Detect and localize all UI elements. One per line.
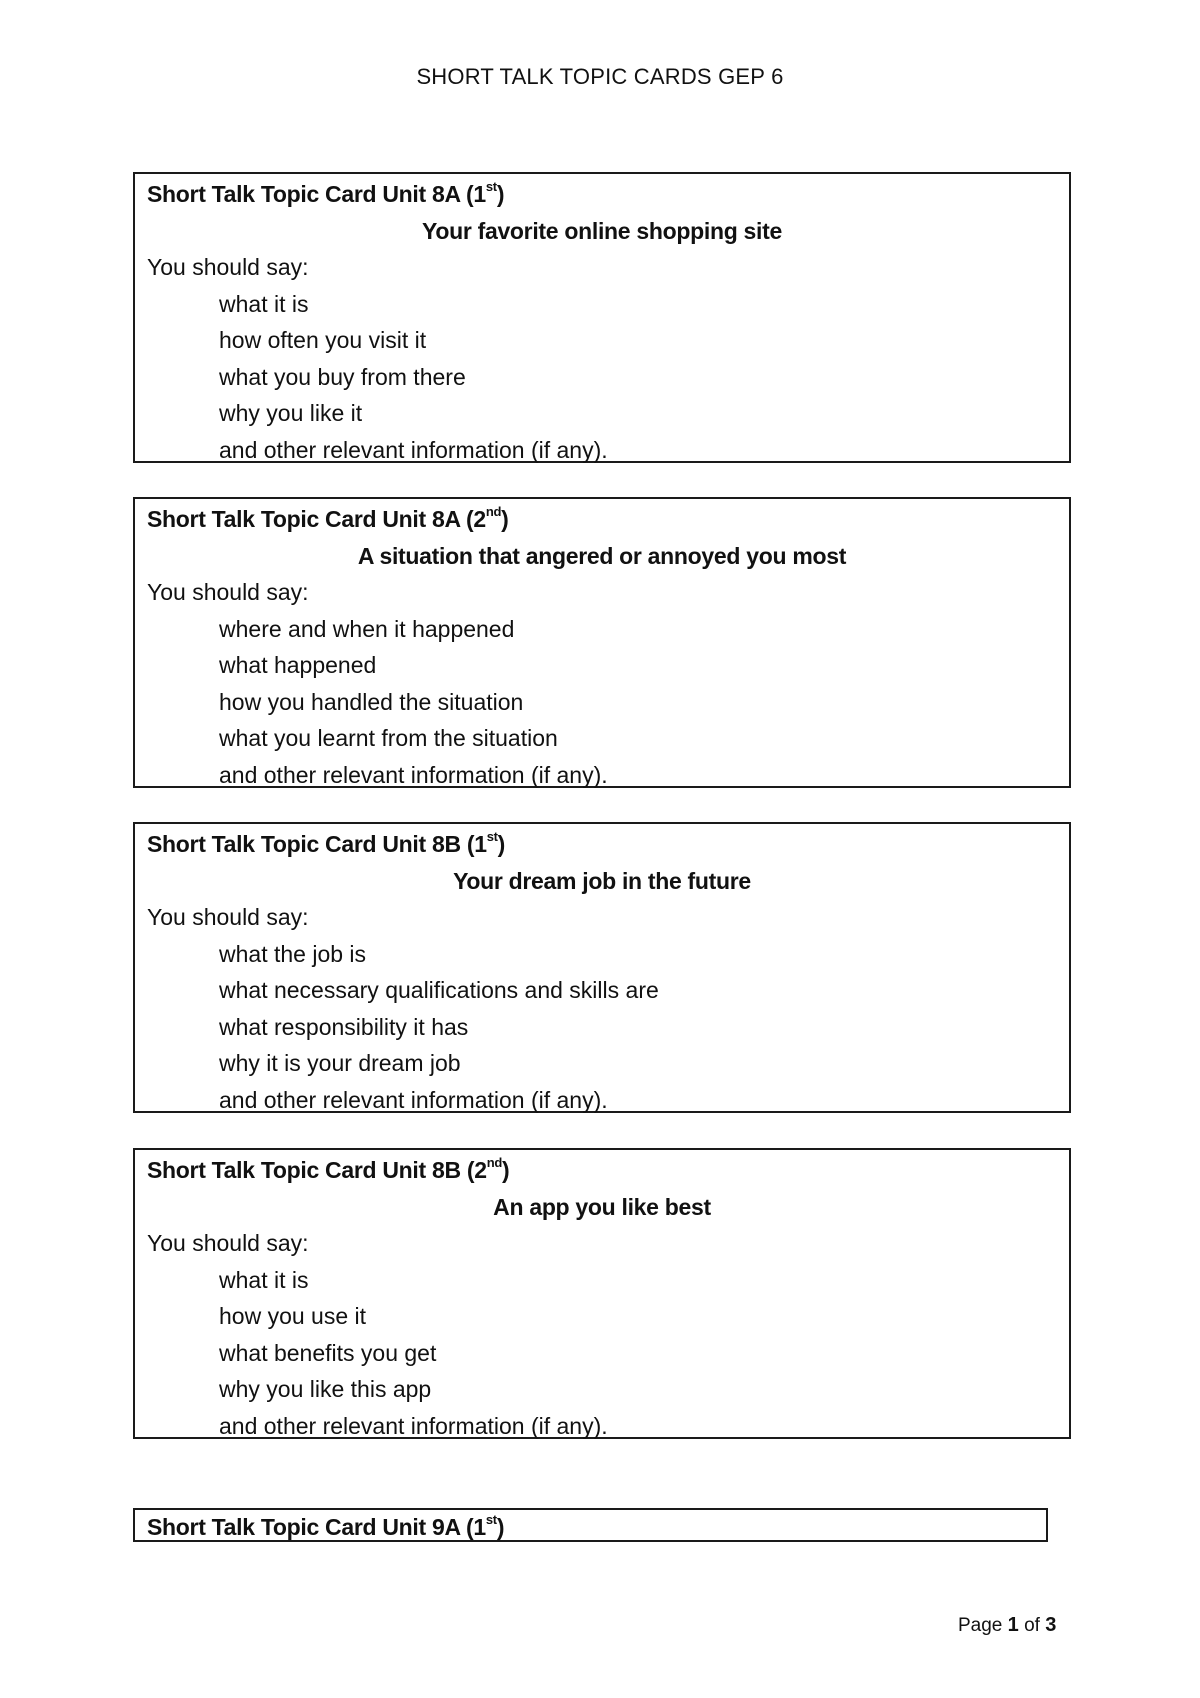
card-heading: Short Talk Topic Card Unit 9A (1st) xyxy=(147,1512,505,1540)
document-title: SHORT TALK TOPIC CARDS GEP 6 xyxy=(416,64,784,89)
card-point: how you use it xyxy=(219,1303,367,1329)
card-heading: Short Talk Topic Card Unit 8A (1st) xyxy=(147,179,505,207)
card-point: what you learnt from the situation xyxy=(219,725,558,751)
topic-card xyxy=(133,1148,1071,1439)
card-point: what benefits you get xyxy=(219,1339,437,1366)
card-topic: A situation that angered or annoyed you most xyxy=(357,542,847,569)
card-prompt: You should say: xyxy=(147,904,309,930)
card-point: and other relevant information (if any). xyxy=(219,436,608,463)
card-prompt: You should say: xyxy=(147,254,309,280)
card-point: what it is xyxy=(219,1266,309,1293)
card-topic: Your favorite online shopping site xyxy=(422,217,782,244)
topic-card xyxy=(133,172,1071,463)
topic-card xyxy=(133,822,1071,1113)
card-heading: Short Talk Topic Card Unit 8B (2nd) xyxy=(147,1155,510,1183)
card-point: why you like this app xyxy=(219,1376,432,1402)
card-point: what you buy from there xyxy=(219,363,466,390)
card-heading: Short Talk Topic Card Unit 8A (2nd) xyxy=(147,504,509,532)
card-point: and other relevant information (if any). xyxy=(219,1412,608,1439)
card-point: why it is your dream job xyxy=(219,1050,461,1076)
card-point: why you like it xyxy=(219,400,363,426)
card-point: what responsibility it has xyxy=(219,1013,469,1040)
card-point: how you handled the situation xyxy=(219,688,524,715)
topic-card xyxy=(133,497,1071,788)
card-point: where and when it happened xyxy=(219,615,515,642)
card-point: and other relevant information (if any). xyxy=(219,761,608,788)
page-number: Page 1 of 3 xyxy=(958,1614,1057,1636)
card-heading: Short Talk Topic Card Unit 8B (1st) xyxy=(147,829,506,857)
card-prompt: You should say: xyxy=(147,1230,309,1256)
card-point: what necessary qualifications and skills are xyxy=(219,977,659,1003)
card-topic: Your dream job in the future xyxy=(453,867,751,894)
card-point: what happened xyxy=(219,652,377,678)
card-point: what the job is xyxy=(219,940,367,967)
card-prompt: You should say: xyxy=(147,579,309,605)
card-topic: An app you like best xyxy=(493,1193,711,1220)
card-point: what it is xyxy=(219,290,309,317)
card-point: how often you visit it xyxy=(219,327,427,353)
card-point: and other relevant information (if any). xyxy=(219,1086,608,1113)
topic-card xyxy=(133,1508,1048,1542)
